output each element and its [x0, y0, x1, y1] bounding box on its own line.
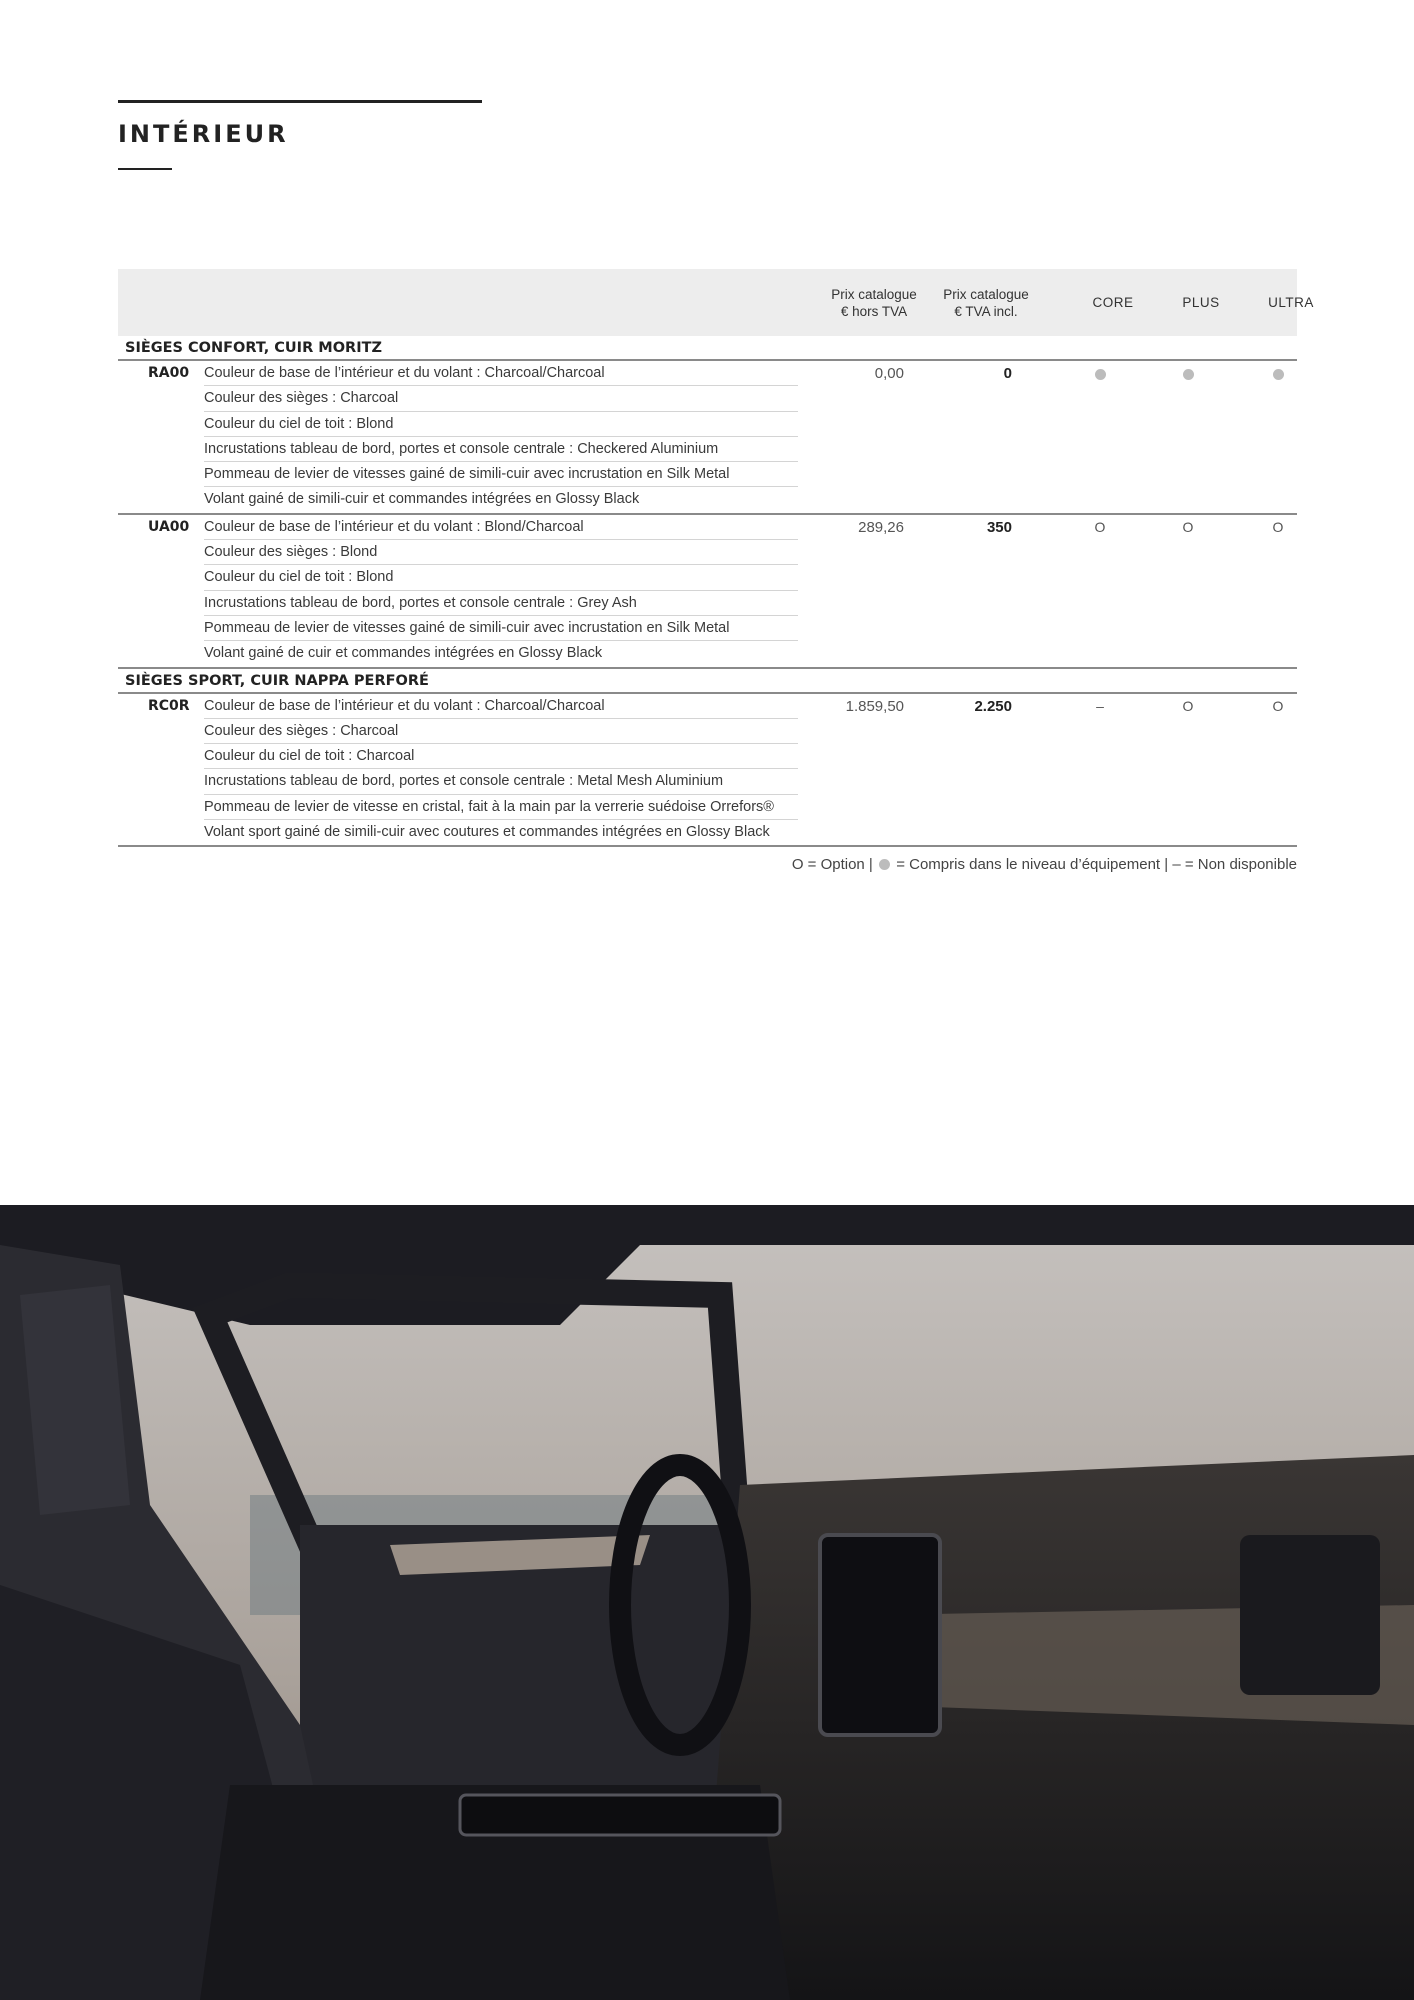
header-price-excl-vat: Prix catalogue € hors TVA: [831, 286, 917, 319]
price-incl-vat: 0: [1003, 365, 1012, 382]
description-line: Pommeau de levier de vitesses gainé de simili-cuir avec incrustation en Silk Metal: [204, 616, 798, 641]
option-code: RC0R: [148, 697, 190, 714]
description-line: Couleur de base de l’intérieur et du volant : Charcoal/Charcoal: [204, 361, 798, 386]
section-title: SIÈGES SPORT, CUIR NAPPA PERFORÉ: [118, 669, 1297, 694]
car-interior-illustration: [0, 1205, 1414, 2000]
page-title: INTÉRIEUR: [118, 120, 289, 148]
option-code: RA00: [148, 365, 190, 381]
description-line: Incrustations tableau de bord, portes et console centrale : Metal Mesh Aluminium: [204, 769, 798, 794]
description-line: Couleur de base de l’intérieur et du volant : Charcoal/Charcoal: [204, 694, 798, 719]
price-incl-vat: 2.250: [974, 697, 1012, 715]
description-line: Couleur du ciel de toit : Blond: [204, 412, 798, 437]
description-line: Volant sport gainé de simili-cuir avec coutures et commandes intégrées en Glossy Black: [204, 824, 770, 841]
availability-ultra: [1248, 361, 1308, 386]
availability-plus: [1158, 361, 1218, 386]
top-rule: [118, 100, 482, 103]
legend: [792, 856, 1297, 873]
header-core: CORE: [1092, 295, 1134, 310]
availability-core: [1070, 361, 1130, 386]
price-incl-vat: 350: [986, 518, 1012, 536]
included-dot-icon: [879, 859, 890, 870]
description-line: Volant gainé de simili-cuir et commandes intégrées en Glossy Black: [204, 491, 640, 508]
option-description: [204, 361, 798, 513]
availability-core: O: [1094, 518, 1106, 535]
header-plus: PLUS: [1182, 295, 1220, 310]
interior-photo: [0, 1205, 1414, 2000]
option-code: UA00: [148, 518, 190, 535]
included-dot-icon: [1095, 369, 1106, 380]
availability-ultra: O: [1272, 518, 1284, 535]
description-line: Pommeau de levier de vitesse en cristal, fait à la main par la verrerie suédoise Orrefors®: [204, 795, 798, 820]
price-excl-vat: 289,26: [858, 518, 904, 536]
availability-plus: O: [1182, 697, 1194, 714]
option-description: [204, 694, 798, 846]
description-line: Volant gainé de cuir et commandes intégrées en Glossy Black: [204, 645, 603, 662]
table-row: [118, 361, 1297, 515]
included-dot-icon: [1183, 369, 1194, 380]
table-body: [118, 336, 1297, 847]
legend-option: O = Option |: [791, 856, 873, 873]
header-ultra: ULTRA: [1268, 295, 1314, 310]
availability-core: –: [1096, 697, 1104, 714]
description-line: Incrustations tableau de bord, portes et console centrale : Grey Ash: [204, 591, 798, 616]
description-line: Couleur du ciel de toit : Charcoal: [204, 744, 798, 769]
included-dot-icon: [1273, 369, 1284, 380]
description-line: Couleur des sièges : Charcoal: [204, 719, 798, 744]
option-description: [204, 515, 798, 667]
price-excl-vat: 1.859,50: [845, 697, 904, 715]
description-line: Couleur du ciel de toit : Blond: [204, 565, 798, 590]
table-row: [118, 515, 1297, 669]
availability-plus: O: [1182, 518, 1194, 535]
interior-options-table: [118, 269, 1314, 847]
legend-included: = Compris dans le niveau d’équipement | – = Non disponible: [896, 856, 1297, 873]
availability-ultra: O: [1272, 697, 1284, 714]
section-title: SIÈGES CONFORT, CUIR MORITZ: [118, 336, 1297, 361]
description-line: Couleur des sièges : Charcoal: [204, 386, 798, 411]
price-excl-vat: 0,00: [874, 365, 904, 382]
table-header: [118, 269, 1314, 336]
description-line: Incrustations tableau de bord, portes et console centrale : Checkered Aluminium: [204, 437, 798, 462]
description-line: Pommeau de levier de vitesses gainé de simili-cuir avec incrustation en Silk Metal: [204, 462, 798, 487]
title-underline: [118, 168, 172, 170]
header-price-incl-vat: Prix catalogue € TVA incl.: [943, 286, 1029, 319]
description-line: Couleur des sièges : Blond: [204, 540, 798, 565]
table-row: [118, 694, 1297, 848]
description-line: Couleur de base de l’intérieur et du volant : Blond/Charcoal: [204, 515, 798, 540]
